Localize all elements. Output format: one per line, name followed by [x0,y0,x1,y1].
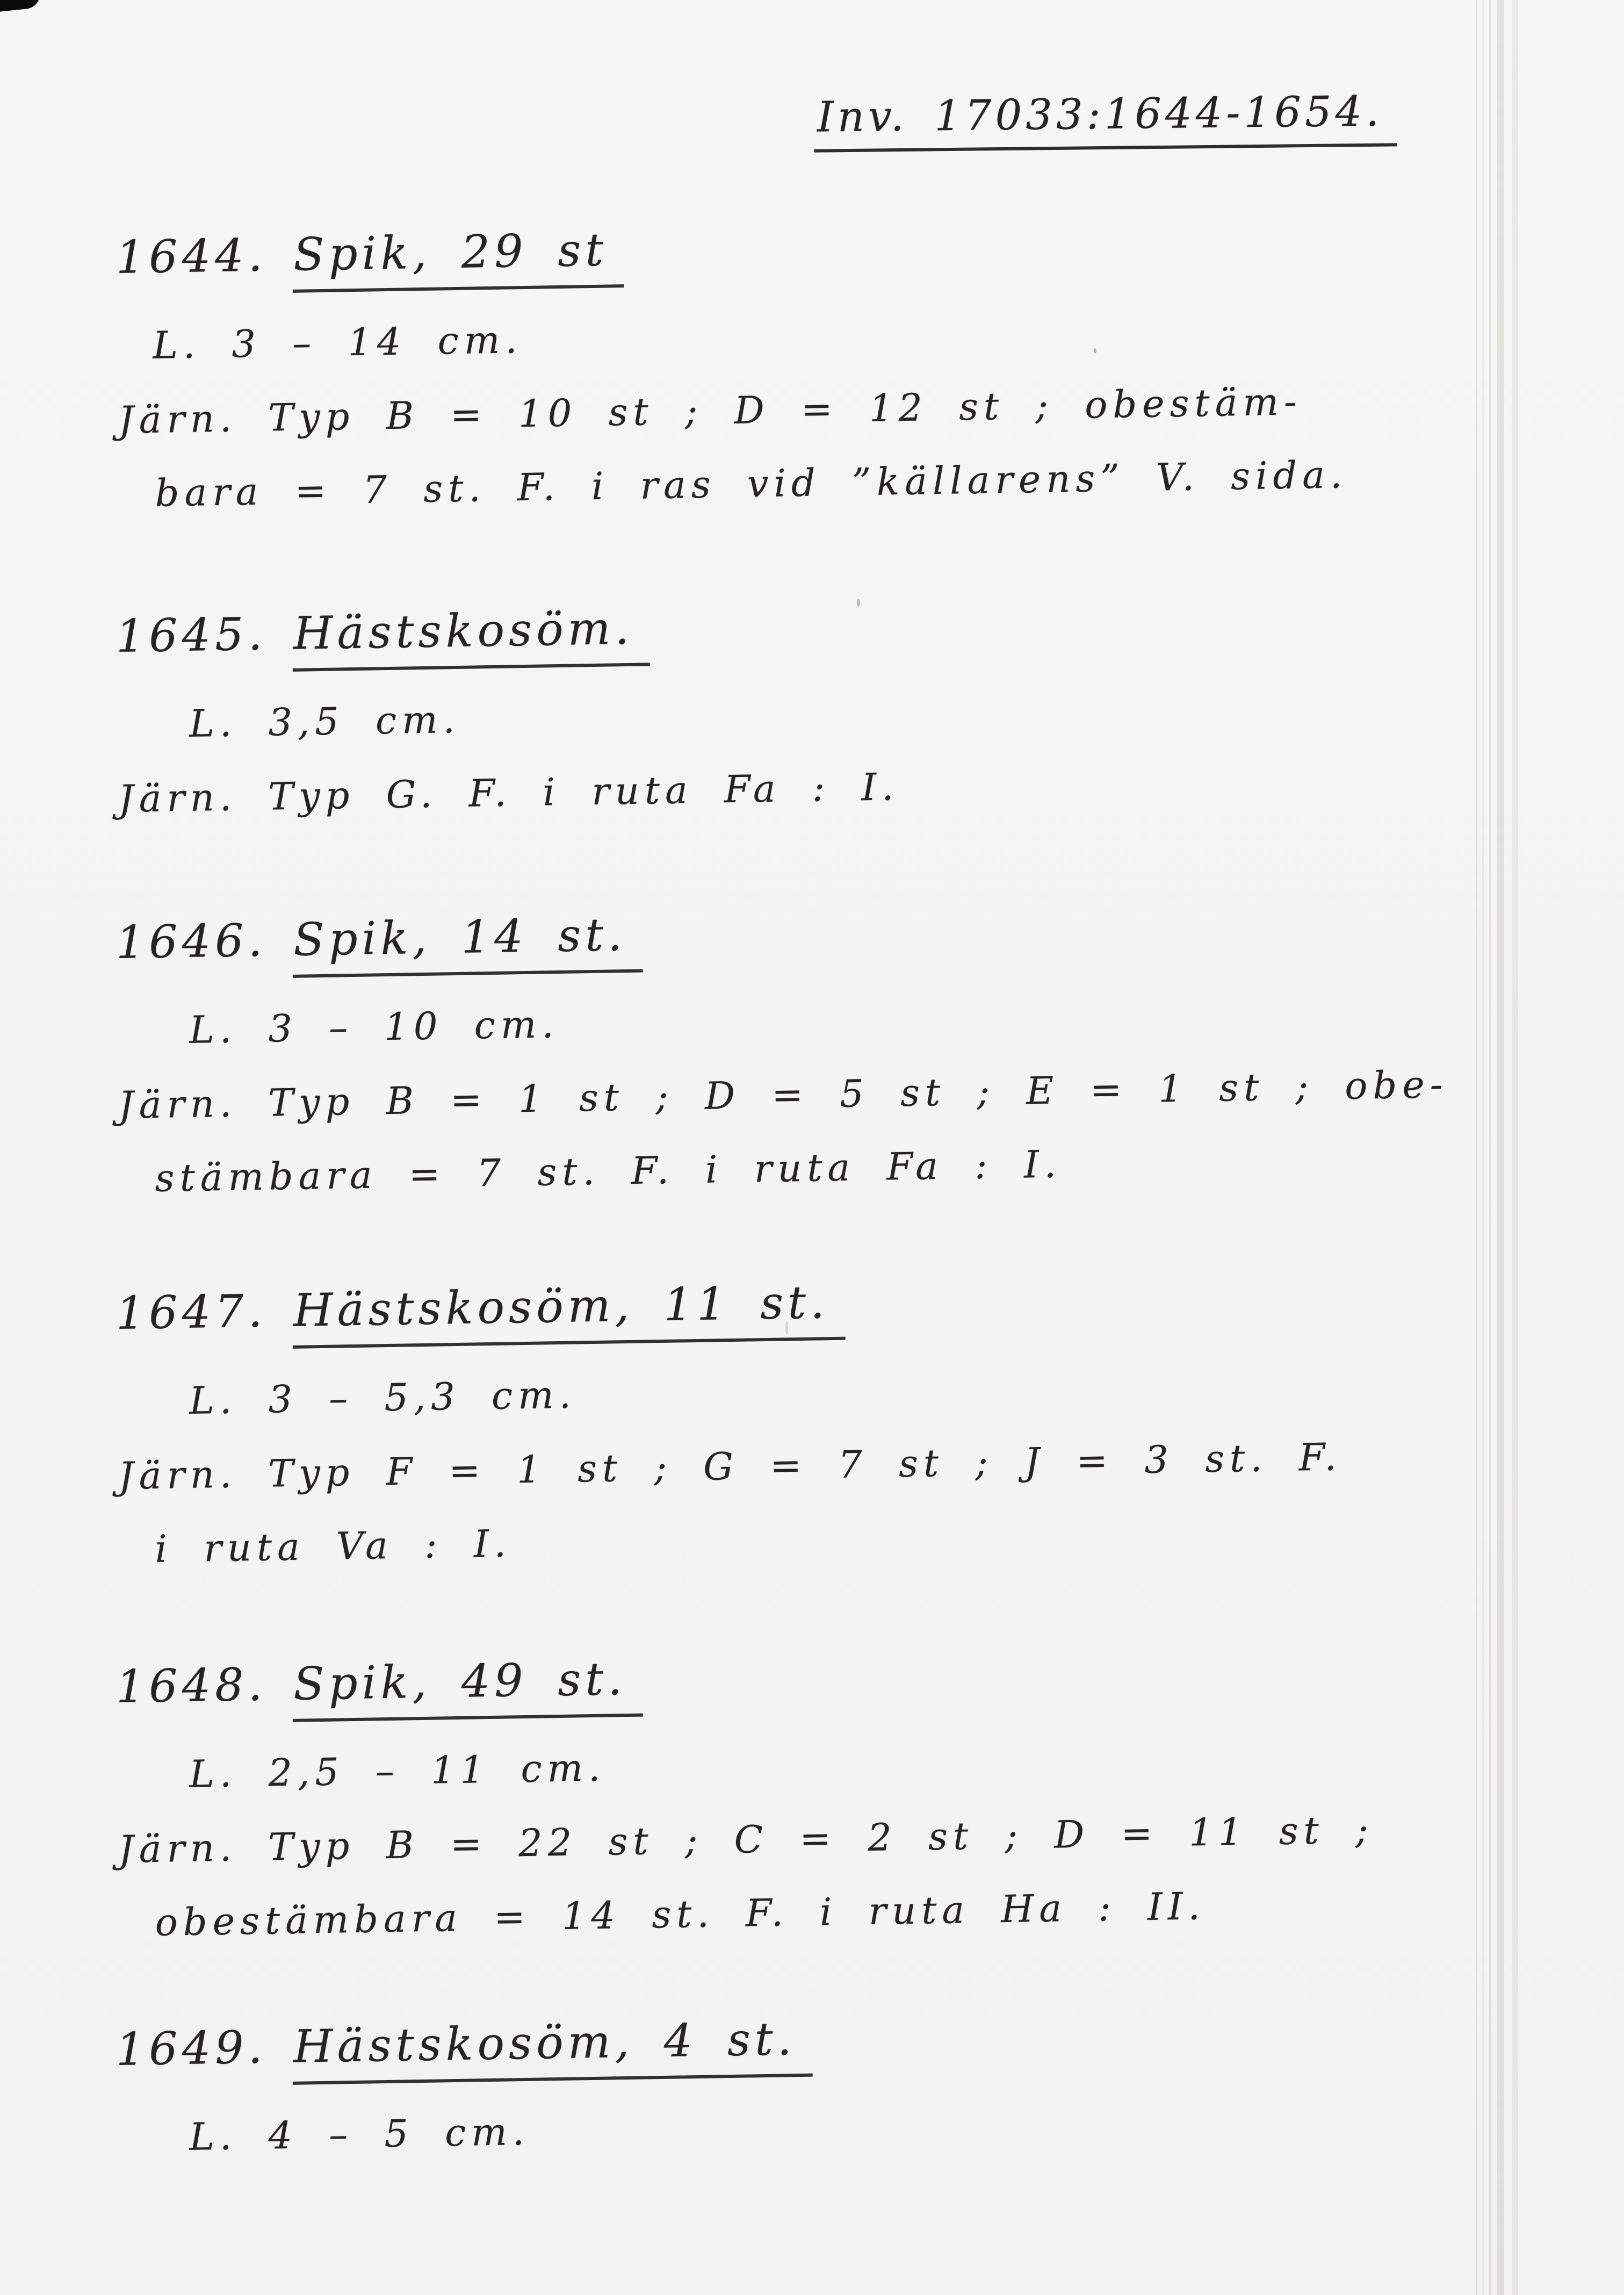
entry-line: L. 3 – 10 cm. [189,1002,560,1052]
entry-line: Järn. Typ B = 10 st ; D = 12 st ; obestäm- [118,379,1303,442]
entry-title: Hästskosöm, 11 st. [292,1276,845,1349]
entry [116,1266,1463,1605]
entry-line: stämbara = 7 st. F. i ruta Fa : I. [155,1142,1062,1200]
entry-number: 1644. [116,228,267,284]
entry-line: Järn. Typ B = 1 st ; D = 5 st ; E = 1 st ; obe- [118,1062,1448,1127]
inventory-header: Inv. 17033:1644-1654. [813,87,1397,152]
entry-heading [116,1639,1460,1725]
entry [116,210,1463,549]
entry-number: 1647. [116,1284,267,1340]
entry-line: i ruta Va : I. [155,1521,512,1571]
entry-line: Järn. Typ G. F. i ruta Fa : I. [118,764,900,821]
entry-line: Järn. Typ F = 1 st ; G = 7 st ; J = 3 st. F. [118,1434,1342,1498]
entry-heading [116,589,1460,674]
entry-line: L. 3 – 14 cm. [152,318,523,368]
entry [116,1639,1463,1978]
entry-line: obestämbara = 14 st. F. i ruta Ha : II. [155,1884,1206,1945]
entry-line: Järn. Typ B = 22 st ; C = 2 st ; D = 11 st ; [118,1807,1374,1872]
entry-title: Hästskosöm. [292,601,650,671]
entry-line: bara = 7 st. F. i ras vid ”källarens” V. sida. [155,452,1348,515]
entry-line: L. 3 – 5,3 cm. [189,1372,577,1423]
entry-line: L. 3,5 cm. [189,697,461,746]
entry-heading [116,1266,1460,1351]
entry [116,895,1463,1234]
entry-number: 1649. [116,2020,267,2076]
entry-number: 1648. [116,1658,267,1713]
entry-title: Spik, 49 st. [292,1652,643,1722]
entry-line: L. 2,5 – 11 cm. [189,1745,606,1796]
entry-title: Spik, 14 st. [292,908,643,978]
entry-number: 1645. [116,607,267,663]
entry-title: Hästskosöm, 4 st. [292,2012,812,2085]
entry [116,2002,1461,2193]
entry [116,589,1462,853]
entry-number: 1646. [116,913,267,969]
entry-heading [116,895,1460,981]
entry-title: Spik, 29 st [292,223,624,293]
entry-heading [116,2002,1460,2088]
entry-heading [116,210,1460,296]
entry-line: L. 4 – 5 cm. [189,2109,530,2159]
